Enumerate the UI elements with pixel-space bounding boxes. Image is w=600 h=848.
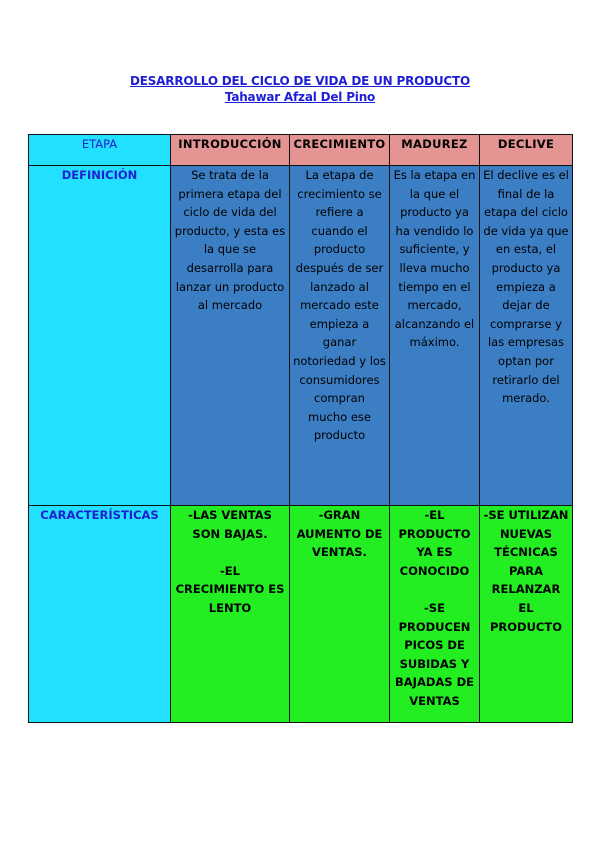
document-title: DESARROLLO DEL CICLO DE VIDA DE UN PRODUCTO bbox=[129, 74, 471, 88]
row-label-caracteristicas: CARACTERÍSTICAS bbox=[29, 506, 171, 723]
caracteristica-item: -LAS VENTAS SON BAJAS. bbox=[188, 508, 272, 541]
definicion-introduccion: Se trata de la primera etapa del ciclo de vida del producto, y esta es la que se desarrolla para lanzar un producto al mercado bbox=[171, 166, 290, 506]
caracteristica-item: -GRAN AUMENTO DE VENTAS. bbox=[296, 508, 383, 560]
caracteristicas-declive bbox=[480, 506, 573, 723]
definicion-madurez: Es la etapa en la que el producto ya ha vendido lo suficiente, y lleva mucho tiempo en el mercado, alcanzando el máximo. bbox=[390, 166, 480, 506]
caracteristicas-introduccion bbox=[171, 506, 290, 723]
caracteristica-item: -SE PRODUCEN PICOS DE SUBIDAS Y BAJADAS DE VENTAS bbox=[395, 600, 474, 708]
caracteristicas-crecimiento bbox=[290, 506, 390, 723]
title-block bbox=[0, 73, 600, 105]
header-introduccion: INTRODUCCIÓN bbox=[171, 135, 290, 166]
definicion-crecimiento: La etapa de crecimiento se refiere a cuando el producto después de ser lanzado al mercado este empieza a ganar notoriedad y los consumidores compran mucho ese producto bbox=[290, 166, 390, 506]
header-declive: DECLIVE bbox=[480, 135, 573, 166]
caracteristicas-madurez bbox=[390, 506, 480, 723]
table-header-row bbox=[29, 135, 573, 166]
definicion-declive: El declive es el final de la etapa del ciclo de vida ya que en esta, el producto ya empieza a dejar de comprarse y las empresas optan por retirarlo del merado. bbox=[480, 166, 573, 506]
caracteristica-item: -EL PRODUCTO YA ES CONOCIDO bbox=[398, 508, 471, 578]
table-row-caracteristicas bbox=[29, 506, 573, 723]
header-madurez: MADUREZ bbox=[390, 135, 480, 166]
row-label-definicion: DEFINICIÓN bbox=[29, 166, 171, 506]
life-cycle-table bbox=[28, 134, 573, 723]
caracteristica-item: -SE UTILIZAN NUEVAS TÉCNICAS PARA RELANZAR EL PRODUCTO bbox=[483, 508, 569, 634]
header-etapa: ETAPA bbox=[29, 135, 171, 166]
caracteristica-item: -EL CRECIMIENTO ES LENTO bbox=[175, 563, 285, 615]
header-crecimiento: CRECIMIENTO bbox=[290, 135, 390, 166]
document-author: Tahawar Afzal Del Pino bbox=[224, 90, 376, 104]
table-row-definicion bbox=[29, 166, 573, 506]
